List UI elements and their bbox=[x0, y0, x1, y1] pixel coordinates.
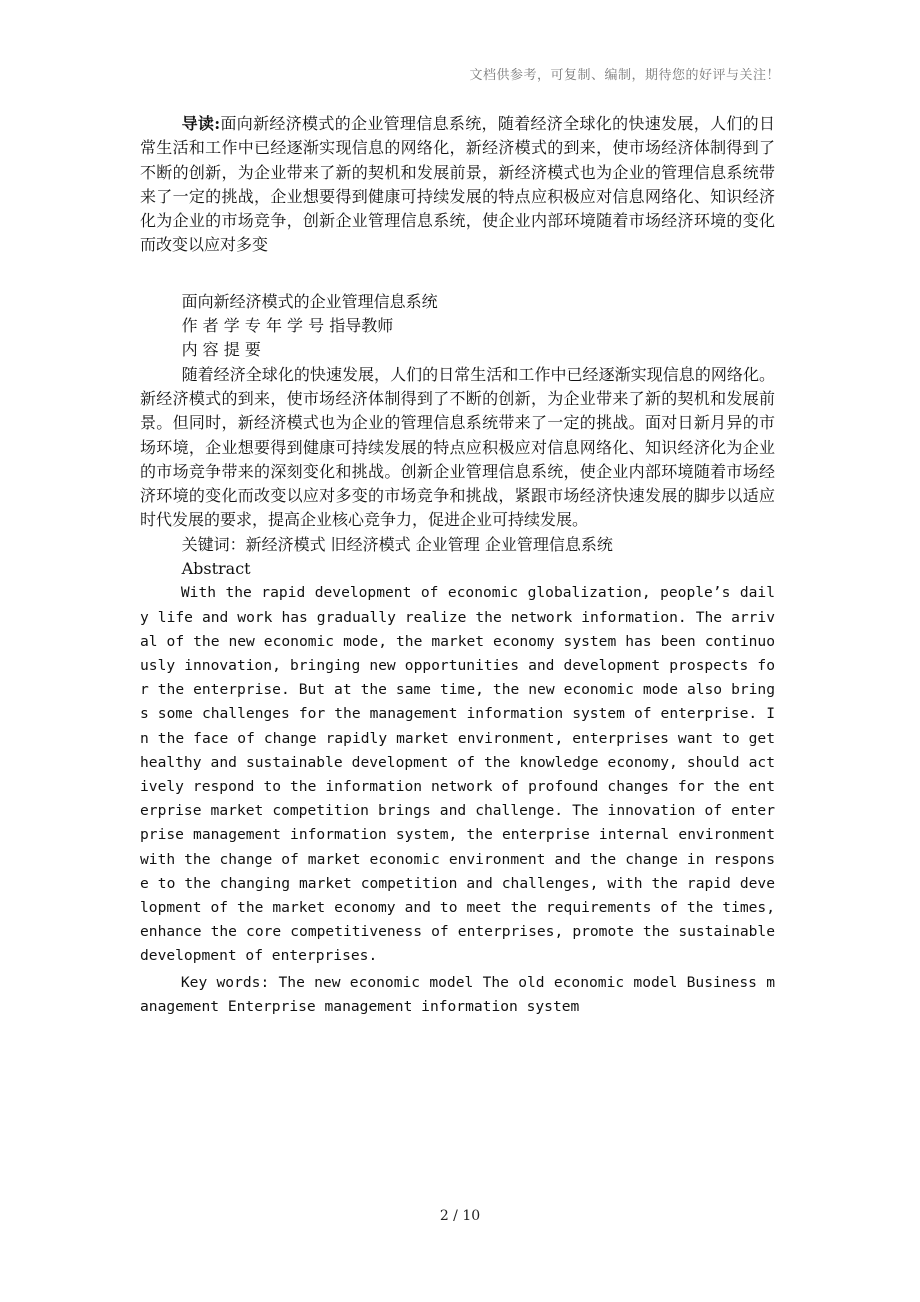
guide-text: 面向新经济模式的企业管理信息系统，随着经济全球化的快速发展，人们的日常生活和工作中已经逐渐实现信息的网络化，新经济模式的到来，使市场经济体制得到了不断的创新，为企业带来了新的契机和发展前景，新经济模式也为企业的管理信息系统带来了一定的挑战，企业想要得到健康可持续发展的特点应积极应对信息网络化、知识经济化为企业的市场竞争，创新企业管理信息系统，使企业内部环境随着市场经济环境的变化而改变以应对多变 bbox=[140, 114, 775, 255]
summary-heading: 内 容 提 要 bbox=[181, 340, 261, 360]
summary-paragraph: 随着经济全球化的快速发展，人们的日常生活和工作中已经逐渐实现信息的网络化。新经济模式的到来，使市场经济体制得到了不断的创新，为企业带来了新的契机和发展前景。但同时，新经济模式也为企业的管理信息系统带来了一定的挑战。面对日新月异的市场环境，企业想要得到健康可持续发展的特点应积极应对信息网络化、知识经济化为企业的市场竞争带来的深刻变化和挑战。创新企业管理信息系统，使企业内部环境随着市场经济环境的变化而改变以应对多变的市场竞争和挑战，紧跟市场经济快速发展的脚步以适应时代发展的要求，提高企业核心竞争力，促进企业可持续发展。 bbox=[140, 364, 775, 530]
author-line: 作 者 学 专 年 学 号 指导教师 bbox=[181, 316, 394, 336]
guide-label: 导读: bbox=[181, 114, 221, 133]
header-note: 文档供参考，可复制、编制，期待您的好评与关注！ bbox=[469, 68, 780, 83]
abstract-heading: Abstract bbox=[181, 559, 251, 579]
paper-title: 面向新经济模式的企业管理信息系统 bbox=[181, 291, 438, 311]
guide-paragraph bbox=[140, 112, 775, 258]
page-number: 2 / 10 bbox=[439, 1208, 481, 1224]
document-body bbox=[140, 112, 775, 1019]
abstract-paragraph: With the rapid development of economic globalization, people’s daily life and work has gradually realize the network information. The arrival of the new economic mode, the market economy system has been continuously innovation, bringing new opportunities and development prospects for the enterprise. But at the same time, the new economic mode also brings some challenges for the management information system of enterprise. In the face of change rapidly market environment, enterprises want to get healthy and sustainable development of the knowledge economy, should actively respond to the information network of profound changes for the enterprise market competition brings and challenge. The innovation of enterprise management information system, the enterprise internal environment with the change of market economic environment and the change in response to the changing market competition and challenges, with the rapid development of the market economy and to meet the requirements of the times, enhance the core competitiveness of enterprises, promote the sustainable development of enterprises. bbox=[140, 584, 775, 965]
keywords-en: Key words: The new economic model The old economic model Business management Enterprise management information system bbox=[140, 973, 775, 1015]
section-spacer bbox=[140, 258, 775, 290]
keywords-cn: 关键词：新经济模式 旧经济模式 企业管理 企业管理信息系统 bbox=[181, 534, 613, 554]
